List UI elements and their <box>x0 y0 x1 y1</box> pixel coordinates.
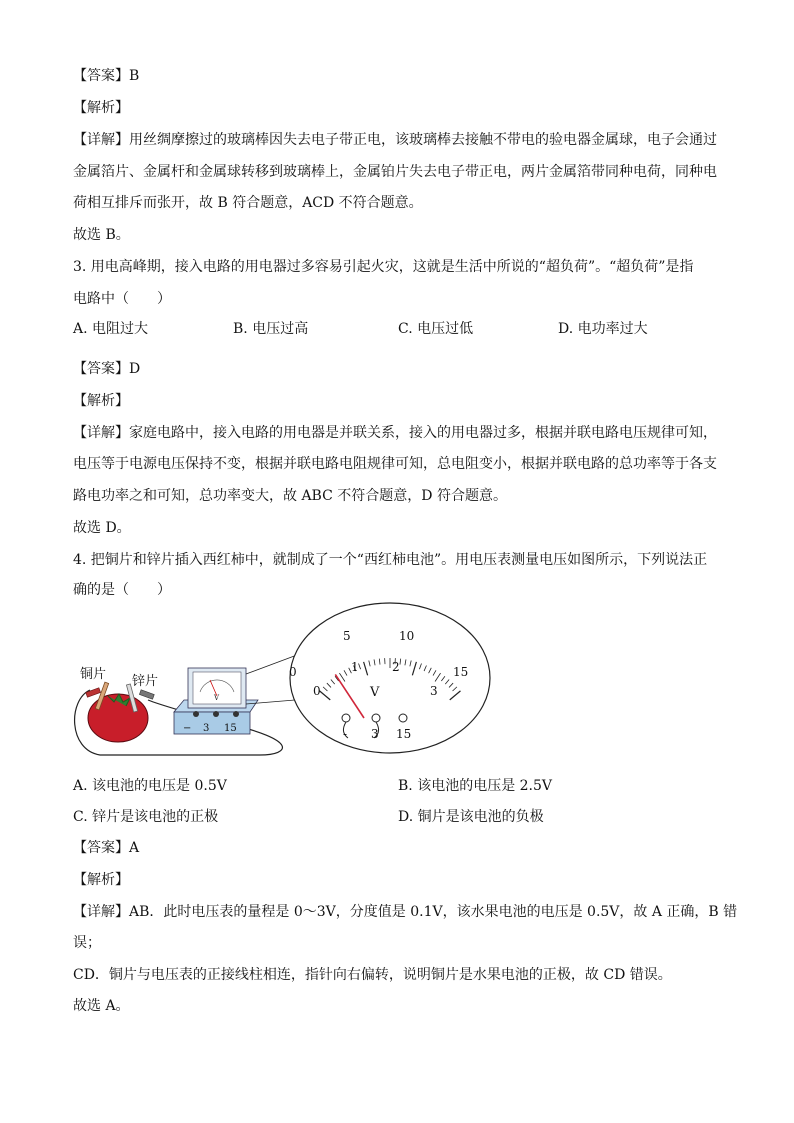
q3-stem-line-1: 3. 用电高峰期，接入电路的用电器过多容易引起火灾，这就是生活中所说的“超负荷”。“超负荷”是指 <box>73 259 694 275</box>
dial-unit-label: V <box>370 685 380 700</box>
q4-stem-line-1: 4. 把铜片和锌片插入西红柿中，就制成了一个“西红柿电池”。用电压表测量电压如图所示，下列说法正 <box>73 552 708 568</box>
q2-answer: 【答案】B <box>73 68 140 84</box>
tomato-battery-figure <box>60 600 500 770</box>
q3-detail-line-2: 电压等于电源电压保持不变，根据并联电路电阻规律可知，总电阻变小，根据并联电路的总功率等于各支 <box>73 456 717 472</box>
meter-terminal-minus: − <box>183 723 192 734</box>
dial-bottom-label-3: 3 <box>430 684 438 698</box>
q2-conclusion: 故选 B。 <box>73 227 130 243</box>
q3-conclusion: 故选 D。 <box>73 520 131 536</box>
q4-detail-line-1: 【详解】AB．此时电压表的量程是 0～3V，分度值是 0.1V，该水果电池的电压是 0.5V，故 A 正确，B 错 <box>73 904 738 920</box>
q3-detail-line-1: 【详解】家庭电路中，接入电路的用电器是并联关系，接入的用电器过多，根据并联电路电压规律可知， <box>73 425 717 441</box>
q2-analysis-heading: 【解析】 <box>73 100 129 116</box>
q4-analysis-heading: 【解析】 <box>73 872 129 888</box>
dial-top-label-0: 0 <box>289 665 297 679</box>
dial-terminal-minus: - <box>343 727 348 741</box>
dial-top-label-10: 10 <box>399 629 415 643</box>
q3-option-b: B. 电压过高 <box>233 321 309 337</box>
q4-answer: 【答案】A <box>73 840 140 856</box>
dial-bottom-label-1: 1 <box>351 660 359 674</box>
dial-bottom-label-0: 0 <box>313 684 321 698</box>
q4-detail-line-2: 误； <box>73 935 101 951</box>
zinc-label: 锌片 <box>132 674 159 689</box>
q2-detail-line-2: 金属箔片、金属杆和金属球转移到玻璃棒上，金属铂片失去电子带正电，两片金属箔带同种电荷，同种电 <box>73 164 717 180</box>
dial-top-label-5: 5 <box>343 629 351 643</box>
dial-bottom-label-2: 2 <box>392 660 400 674</box>
q3-option-c: C. 电压过低 <box>398 321 474 337</box>
q4-option-c: C. 锌片是该电池的正极 <box>73 809 219 825</box>
q4-option-a: A. 该电池的电压是 0.5V <box>73 778 227 794</box>
q3-option-d: D. 电功率过大 <box>558 321 648 337</box>
dial-terminal-3: 3 <box>371 727 379 741</box>
q4-conclusion: 故选 A。 <box>73 998 130 1014</box>
q2-detail-tag: 【详解】 <box>73 132 129 148</box>
voltmeter-icon <box>174 668 258 734</box>
q3-stem-line-2: 电路中（ ） <box>73 291 171 307</box>
q3-answer: 【答案】D <box>73 361 141 377</box>
svg-text:V: V <box>214 694 220 702</box>
q4-option-b: B. 该电池的电压是 2.5V <box>398 778 553 794</box>
q4-detail-tag: 【详解】 <box>73 904 129 920</box>
meter-terminal-15: 15 <box>224 723 237 734</box>
copper-label: 铜片 <box>80 667 107 682</box>
q3-detail-tag: 【详解】 <box>73 425 129 441</box>
q2-detail-line-3: 荷相互排斥而张开，故 B 符合题意，ACD 不符合题意。 <box>73 195 423 211</box>
q4-stem-line-2: 确的是（ ） <box>73 582 171 598</box>
tomato-icon <box>88 694 148 742</box>
q4-detail-line-3: CD．铜片与电压表的正接线柱相连，指针向右偏转，说明铜片是水果电池的正极，故 CD 错误。 <box>73 967 672 983</box>
q3-option-a: A. 电阻过大 <box>73 321 149 337</box>
q3-detail-line-3: 路电功率之和可知，总功率变大，故 ABC 不符合题意，D 符合题意。 <box>73 488 507 504</box>
meter-terminal-3: 3 <box>203 723 210 734</box>
dial-top-label-15: 15 <box>453 665 469 679</box>
q2-detail-line-1: 【详解】用丝绸摩擦过的玻璃棒因失去电子带正电，该玻璃棒去接触不带电的验电器金属球，电子会通过 <box>73 132 717 148</box>
q4-option-d: D. 铜片是该电池的负极 <box>398 809 544 825</box>
dial-terminal-15: 15 <box>396 727 412 741</box>
q3-analysis-heading: 【解析】 <box>73 393 129 409</box>
